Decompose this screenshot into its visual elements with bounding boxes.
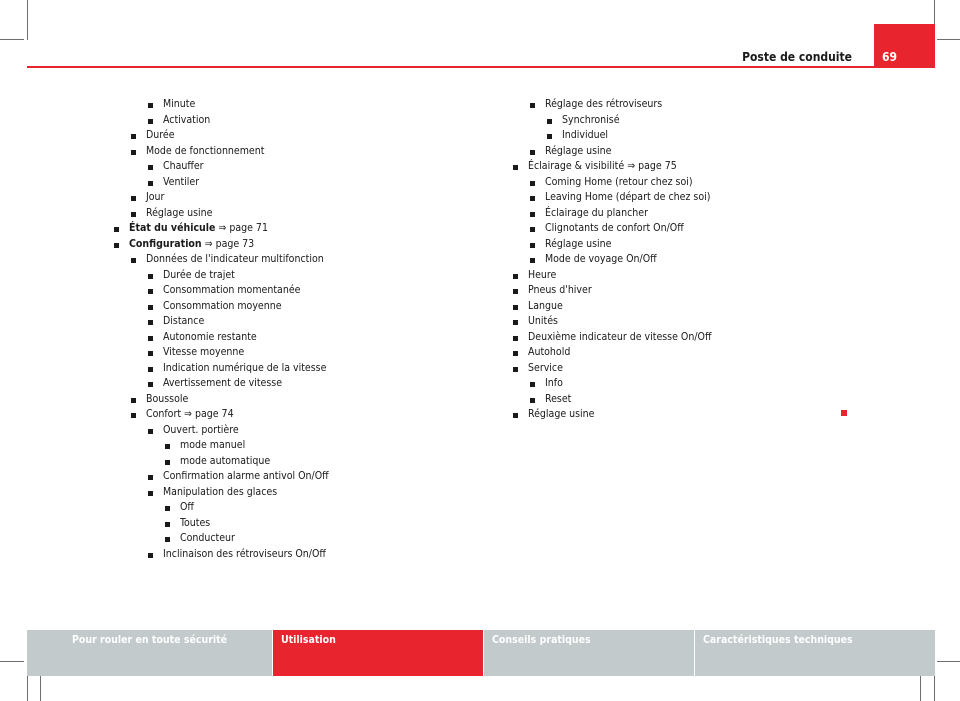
- crop-mark: [937, 661, 960, 662]
- list-item-text: Info: [545, 377, 563, 389]
- list-item: [511, 330, 891, 346]
- list-item: [511, 376, 891, 392]
- footer-nav: [27, 630, 935, 676]
- list-item: [511, 175, 891, 191]
- list-item-text: mode automatique: [180, 454, 271, 467]
- list-item-text: Consommation moyenne: [163, 299, 282, 312]
- list-item: [112, 159, 492, 175]
- footer-tab-label: Utilisation: [281, 634, 336, 646]
- bullet-square-icon: [513, 351, 518, 356]
- bullet-square-icon: [530, 181, 535, 186]
- list-item-text: Consommation momentanée: [163, 284, 301, 296]
- list-item-text: Synchronisé: [562, 113, 620, 126]
- bullet-square-icon: [165, 506, 170, 511]
- bullet-square-icon: [530, 227, 535, 232]
- end-of-section-mark: [841, 410, 847, 416]
- bullet-square-icon: [148, 181, 153, 186]
- list-item: [112, 392, 492, 408]
- list-item-text: Autohold: [528, 346, 571, 358]
- bullet-square-icon: [114, 227, 119, 232]
- list-item: [511, 190, 891, 206]
- bullet-square-icon: [530, 243, 535, 248]
- list-item: [112, 516, 492, 532]
- list-item: [511, 221, 891, 237]
- bullet-square-icon: [148, 491, 153, 496]
- bullet-square-icon: [547, 134, 552, 139]
- list-item-text: Données de l'indicateur multifonction: [146, 253, 324, 265]
- list-item-text: Manipulation des glaces: [163, 485, 278, 498]
- list-item: [511, 97, 891, 113]
- list-item: [112, 237, 492, 253]
- list-item-text: Toutes: [180, 516, 211, 529]
- bullet-square-icon: [530, 196, 535, 201]
- list-item: [112, 345, 492, 361]
- crop-mark: [27, 0, 28, 40]
- list-item: [511, 144, 891, 160]
- footer-tab-label: Pour rouler en toute sécurité: [71, 634, 228, 646]
- footer-tab-label: Conseils pratiques: [492, 634, 591, 646]
- list-item-text: Activation: [163, 113, 211, 126]
- bullet-square-icon: [148, 429, 153, 434]
- bullet-square-icon: [165, 537, 170, 542]
- bullet-square-icon: [148, 553, 153, 558]
- list-item: [112, 314, 492, 330]
- list-item: [112, 376, 492, 392]
- list-item: [112, 500, 492, 516]
- list-item-text: Unités: [528, 315, 558, 327]
- list-item: [511, 407, 891, 423]
- bullet-square-icon: [530, 382, 535, 387]
- bullet-square-icon: [513, 289, 518, 294]
- list-item: [511, 345, 891, 361]
- crop-mark: [40, 676, 41, 701]
- page-title: Poste de conduite: [742, 50, 852, 64]
- list-item: [112, 407, 492, 423]
- list-item-text: Chauffer: [163, 160, 204, 172]
- page-number: 69: [882, 50, 898, 64]
- bullet-square-icon: [530, 103, 535, 108]
- list-item-text: Heure: [528, 268, 557, 281]
- crop-mark: [937, 39, 960, 40]
- bullet-square-icon: [513, 320, 518, 325]
- footer-tab-operation[interactable]: [273, 630, 483, 676]
- list-item-text: Mode de voyage On/Off: [545, 253, 657, 265]
- header-rule: [27, 66, 935, 68]
- list-item-text: Éclairage & visibilité ⇒ page 75: [528, 160, 677, 172]
- bullet-square-icon: [148, 367, 153, 372]
- list-item-text: Durée: [146, 129, 175, 141]
- list-item-text: Durée de trajet: [163, 268, 235, 281]
- bullet-square-icon: [148, 274, 153, 279]
- bullet-square-icon: [131, 398, 136, 403]
- bullet-square-icon: [165, 460, 170, 465]
- list-item: [511, 159, 891, 175]
- list-item-text: Mode de fonctionnement: [146, 144, 265, 157]
- list-item-text: Pneus d'hiver: [528, 284, 592, 296]
- left-column-list: [112, 97, 492, 562]
- bullet-square-icon: [148, 165, 153, 170]
- page-reference[interactable]: ⇒ page 73: [201, 237, 255, 250]
- list-item-text: Deuxième indicateur de vitesse On/Off: [528, 330, 712, 343]
- list-item-text: Jour: [146, 191, 165, 203]
- list-item-text: Distance: [163, 315, 205, 327]
- list-item-text: mode manuel: [180, 439, 246, 451]
- list-item: [112, 97, 492, 113]
- bullet-square-icon: [530, 398, 535, 403]
- list-item: [112, 547, 492, 563]
- list-item: [112, 469, 492, 485]
- list-item-text: Langue: [528, 299, 563, 312]
- list-item-text: État du véhicule ⇒ page 71: [129, 222, 268, 234]
- list-item: [112, 221, 492, 237]
- crop-mark: [0, 661, 24, 662]
- bullet-square-icon: [148, 103, 153, 108]
- list-item-text: Clignotants de confort On/Off: [545, 222, 684, 234]
- bullet-square-icon: [165, 522, 170, 527]
- list-item-text: Réglage usine: [528, 408, 595, 420]
- bullet-square-icon: [131, 212, 136, 217]
- bullet-square-icon: [148, 305, 153, 310]
- bullet-square-icon: [131, 134, 136, 139]
- list-item: [112, 454, 492, 470]
- list-item: [511, 283, 891, 299]
- list-item-text: Autonomie restante: [163, 330, 257, 343]
- list-item: [112, 175, 492, 191]
- bullet-square-icon: [148, 351, 153, 356]
- list-item-text: Reset: [545, 392, 572, 405]
- footer-tab-label: Caractéristiques techniques: [703, 634, 853, 646]
- bullet-square-icon: [165, 444, 170, 449]
- list-item-text: Vitesse moyenne: [163, 346, 245, 358]
- footer-tab-practical-tips[interactable]: [484, 630, 694, 676]
- bullet-square-icon: [131, 258, 136, 263]
- list-item: [112, 190, 492, 206]
- list-item-text: Individuel: [562, 129, 609, 141]
- list-item: [511, 252, 891, 268]
- list-item-text: Confort ⇒ page 74: [146, 408, 234, 420]
- list-item: [511, 299, 891, 315]
- list-item: [511, 314, 891, 330]
- bullet-square-icon: [148, 119, 153, 124]
- bullet-square-icon: [131, 150, 136, 155]
- list-item: [112, 423, 492, 439]
- bullet-square-icon: [513, 274, 518, 279]
- list-item-text: Leaving Home (départ de chez soi): [545, 191, 711, 203]
- bullet-square-icon: [148, 336, 153, 341]
- list-item-text: Éclairage du plancher: [545, 206, 648, 219]
- list-item: [511, 128, 891, 144]
- list-item: [112, 206, 492, 222]
- list-item: [112, 144, 492, 160]
- bullet-square-icon: [547, 119, 552, 124]
- list-item-text: Réglage usine: [545, 237, 612, 250]
- list-item-text: Boussole: [146, 392, 189, 405]
- list-item-text: Configuration ⇒ page 73: [129, 237, 255, 250]
- crop-mark: [920, 676, 921, 701]
- bullet-square-icon: [131, 196, 136, 201]
- list-item-text: Réglage usine: [146, 206, 213, 219]
- list-item: [112, 113, 492, 129]
- list-item: [112, 252, 492, 268]
- list-item-text: Conducteur: [180, 532, 235, 544]
- list-item: [112, 268, 492, 284]
- right-column-list: [511, 97, 891, 423]
- list-item-text: Indication numérique de la vitesse: [163, 361, 327, 374]
- bullet-square-icon: [530, 258, 535, 263]
- bullet-square-icon: [114, 243, 119, 248]
- list-item: [511, 392, 891, 408]
- list-item: [112, 485, 492, 501]
- list-item: [511, 206, 891, 222]
- bullet-square-icon: [530, 150, 535, 155]
- list-item: [112, 531, 492, 547]
- list-item: [511, 361, 891, 377]
- bullet-square-icon: [513, 413, 518, 418]
- bullet-square-icon: [148, 320, 153, 325]
- list-item: [511, 268, 891, 284]
- bullet-square-icon: [513, 305, 518, 310]
- list-item-text: Service: [528, 361, 563, 374]
- page-reference[interactable]: ⇒ page 71: [215, 222, 268, 234]
- crop-mark: [0, 39, 24, 40]
- list-item-text: Ouvert. portière: [163, 423, 239, 436]
- bullet-square-icon: [131, 413, 136, 418]
- list-item-text: Off: [180, 501, 194, 513]
- list-item-text: Minute: [163, 98, 196, 110]
- list-item-text: Réglage usine: [545, 144, 612, 157]
- bullet-square-icon: [148, 475, 153, 480]
- list-item: [112, 283, 492, 299]
- footer-tab-safety[interactable]: [27, 630, 272, 676]
- list-item: [511, 113, 891, 129]
- list-item: [112, 438, 492, 454]
- bullet-square-icon: [148, 382, 153, 387]
- bullet-square-icon: [530, 212, 535, 217]
- bullet-square-icon: [513, 165, 518, 170]
- list-item: [112, 361, 492, 377]
- footer-tab-technical-specs[interactable]: [695, 630, 935, 676]
- list-item-text: Réglage des rétroviseurs: [545, 98, 663, 110]
- list-item-text: Confirmation alarme antivol On/Off: [163, 470, 329, 482]
- bullet-square-icon: [513, 336, 518, 341]
- list-item-text: Avertissement de vitesse: [163, 377, 283, 389]
- list-item: [112, 330, 492, 346]
- bullet-square-icon: [148, 289, 153, 294]
- list-item: [511, 237, 891, 253]
- list-item: [112, 128, 492, 144]
- list-item: [112, 299, 492, 315]
- list-item-text: Coming Home (retour chez soi): [545, 175, 693, 188]
- bullet-square-icon: [513, 367, 518, 372]
- list-item-text: Inclinaison des rétroviseurs On/Off: [163, 547, 326, 560]
- list-item-text: Ventiler: [163, 175, 200, 188]
